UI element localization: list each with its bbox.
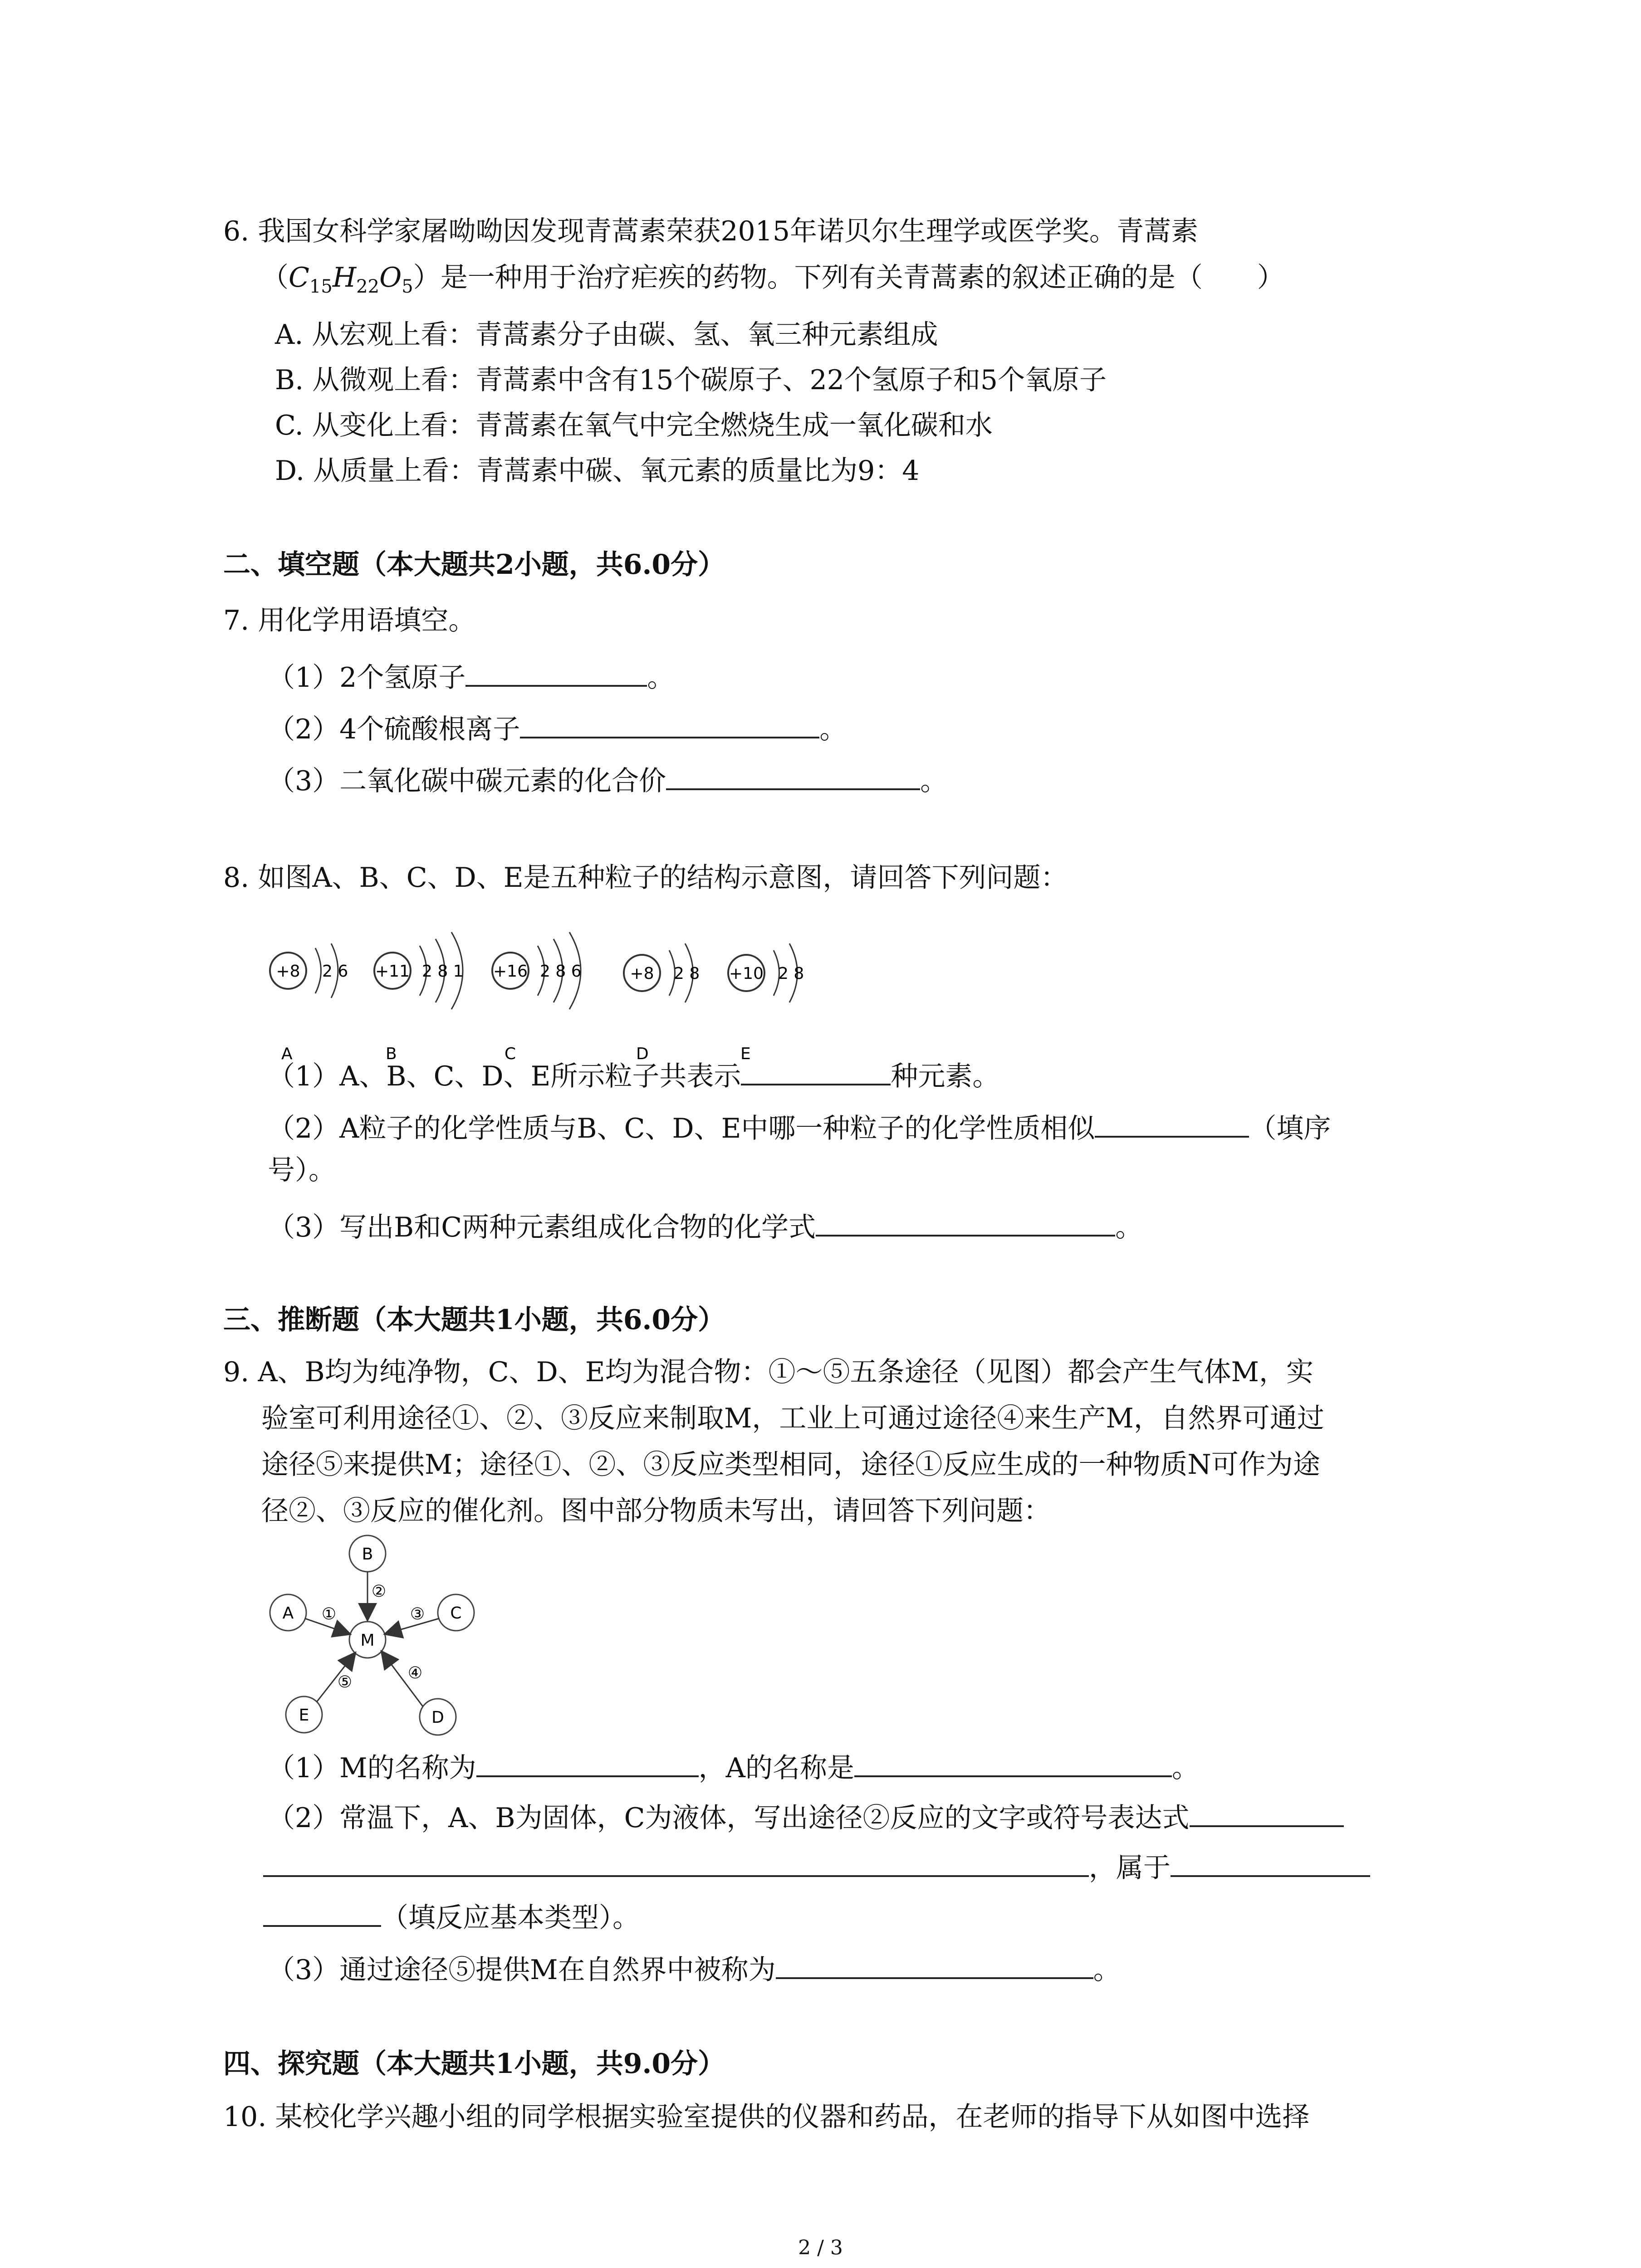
svg-text:2 8 1: 2 8 1 — [422, 962, 464, 981]
svg-text:+11: +11 — [375, 962, 410, 981]
svg-text:+8: +8 — [630, 964, 654, 983]
gas-pathway-diagram — [254, 1533, 508, 1742]
answer-blank[interactable] — [1190, 1801, 1344, 1827]
atom-c — [492, 932, 582, 1063]
svg-text:A: A — [281, 1045, 293, 1063]
section-4-heading: 四、探究题（本大题共1小题，共9.0分） — [223, 2048, 725, 2080]
answer-blank[interactable] — [816, 1210, 1115, 1237]
q8-part3: （3）写出B和C两种元素组成化合物的化学式 。 — [268, 1210, 1142, 1241]
svg-text:C: C — [505, 1045, 516, 1063]
formula-o: O — [379, 262, 402, 293]
q9-line2: 验室可利用途径①、②、③反应来制取M，工业上可通过途径④来生产M，自然界可通过 — [261, 1403, 1324, 1434]
node-c: C — [450, 1604, 462, 1623]
formula-c: C — [289, 262, 309, 293]
path-2-label: ② — [371, 1582, 387, 1601]
q8-part2-cont: 号）。 — [268, 1154, 336, 1186]
answer-blank[interactable] — [854, 1751, 1172, 1777]
q9-line3: 途径⑤来提供M；途径①、②、③反应类型相同，途径①反应生成的一种物质N可作为途 — [261, 1449, 1320, 1481]
q7-part3: （3）二氧化碳中碳元素的化合价 。 — [268, 764, 947, 795]
answer-blank[interactable] — [465, 660, 647, 687]
atom-e — [728, 943, 804, 1063]
svg-text:E: E — [740, 1045, 751, 1063]
q7-part1: （1）2个氢原子 。 — [268, 660, 674, 691]
q9-line1: 9. A、B均为纯净物，C、D、E均为混合物：①～⑤五条途径（见图）都会产生气体M，实 — [223, 1356, 1313, 1388]
q6-line1: 6. 我国女科学家屠呦呦因发现青蒿素荣获2015年诺贝尔生理学或医学奖。青蒿素 — [223, 215, 1199, 247]
svg-text:D: D — [636, 1045, 649, 1063]
svg-text:+10: +10 — [729, 964, 764, 983]
q8-part1: （1）A、B、C、D、E所示粒子共表示 种元素。 — [268, 1059, 999, 1090]
svg-text:B: B — [386, 1045, 397, 1063]
answer-blank[interactable] — [520, 712, 819, 738]
q6-option-a: A. 从宏观上看：青蒿素分子由碳、氢、氧三种元素组成 — [275, 319, 938, 351]
answer-blank[interactable] — [1095, 1111, 1249, 1138]
path-5-label: ⑤ — [337, 1673, 353, 1691]
q9-part2-type: （填反应基本类型）。 — [263, 1901, 640, 1931]
path-4-label: ④ — [407, 1664, 423, 1682]
q9-line4: 径②、③反应的催化剂。图中部分物质未写出，请回答下列问题： — [261, 1495, 1051, 1527]
q8-stem: 8. 如图A、B、C、D、E是五种粒子的结构示意图，请回答下列问题： — [223, 862, 1068, 894]
atom-b — [374, 932, 464, 1063]
answer-blank[interactable] — [476, 1751, 699, 1777]
svg-text:+8: +8 — [276, 962, 300, 981]
q9-part2-cont: ，属于 — [263, 1851, 1370, 1882]
node-d: D — [431, 1708, 444, 1727]
node-b: B — [362, 1545, 373, 1564]
q6-option-d: D. 从质量上看：青蒿素中碳、氧元素的质量比为9：4 — [275, 455, 920, 487]
section-2-heading: 二、填空题（本大题共2小题，共6.0分） — [223, 549, 725, 581]
answer-blank[interactable] — [1171, 1851, 1370, 1877]
q9-part3: （3）通过途径⑤提供M在自然界中被称为 。 — [268, 1953, 1121, 1984]
section-3-heading: 三、推断题（本大题共1小题，共6.0分） — [223, 1304, 725, 1336]
q10-line1: 10. 某校化学兴趣小组的同学根据实验室提供的仪器和药品，在老师的指导下从如图中选择 — [223, 2101, 1310, 2133]
q9-part2: （2）常温下，A、B为固体，C为液体，写出途径②反应的文字或符号表达式 — [268, 1801, 1344, 1832]
q7-part2: （2）4个硫酸根离子 。 — [268, 712, 847, 743]
path-1-label: ① — [321, 1605, 337, 1623]
atom-a — [270, 943, 348, 1063]
atomic-structure-diagrams — [254, 921, 844, 1066]
svg-text:2 8: 2 8 — [778, 964, 804, 983]
atom-d — [624, 943, 700, 1063]
path-3-label: ③ — [410, 1605, 425, 1623]
q6-option-b: B. 从微观上看：青蒿素中含有15个碳原子、22个氢原子和5个氧原子 — [275, 364, 1107, 396]
node-e: E — [299, 1706, 309, 1725]
svg-text:+16: +16 — [493, 962, 528, 981]
q9-part1: （1）M的名称为 ，A的名称是 。 — [268, 1751, 1199, 1782]
q6-line2: $(C_{15}H_{22}O_5)$是一种用于治疗疟疾的药物。下列有关青蒿素的叙述正确的是（ ） — [261, 262, 1284, 297]
svg-text:2 6: 2 6 — [322, 962, 348, 981]
answer-blank[interactable] — [263, 1851, 1089, 1877]
page-number: 2 / 3 — [798, 2236, 843, 2259]
q6-option-c: C. 从变化上看：青蒿素在氧气中完全燃烧生成一氧化碳和水 — [275, 410, 993, 441]
answer-blank[interactable] — [776, 1953, 1093, 1979]
svg-text:2 8 6: 2 8 6 — [540, 962, 582, 981]
formula-h: H — [332, 262, 357, 293]
node-a: A — [282, 1604, 294, 1623]
q7-stem: 7. 用化学用语填空。 — [223, 605, 476, 636]
answer-blank[interactable] — [666, 764, 920, 790]
answer-blank[interactable] — [741, 1059, 891, 1085]
node-m: M — [360, 1631, 375, 1650]
answer-blank[interactable] — [263, 1901, 381, 1927]
svg-text:2 8: 2 8 — [674, 964, 700, 983]
q8-part2: （2）A粒子的化学性质与B、C、D、E中哪一种粒子的化学性质相似 （填序 — [268, 1111, 1331, 1142]
